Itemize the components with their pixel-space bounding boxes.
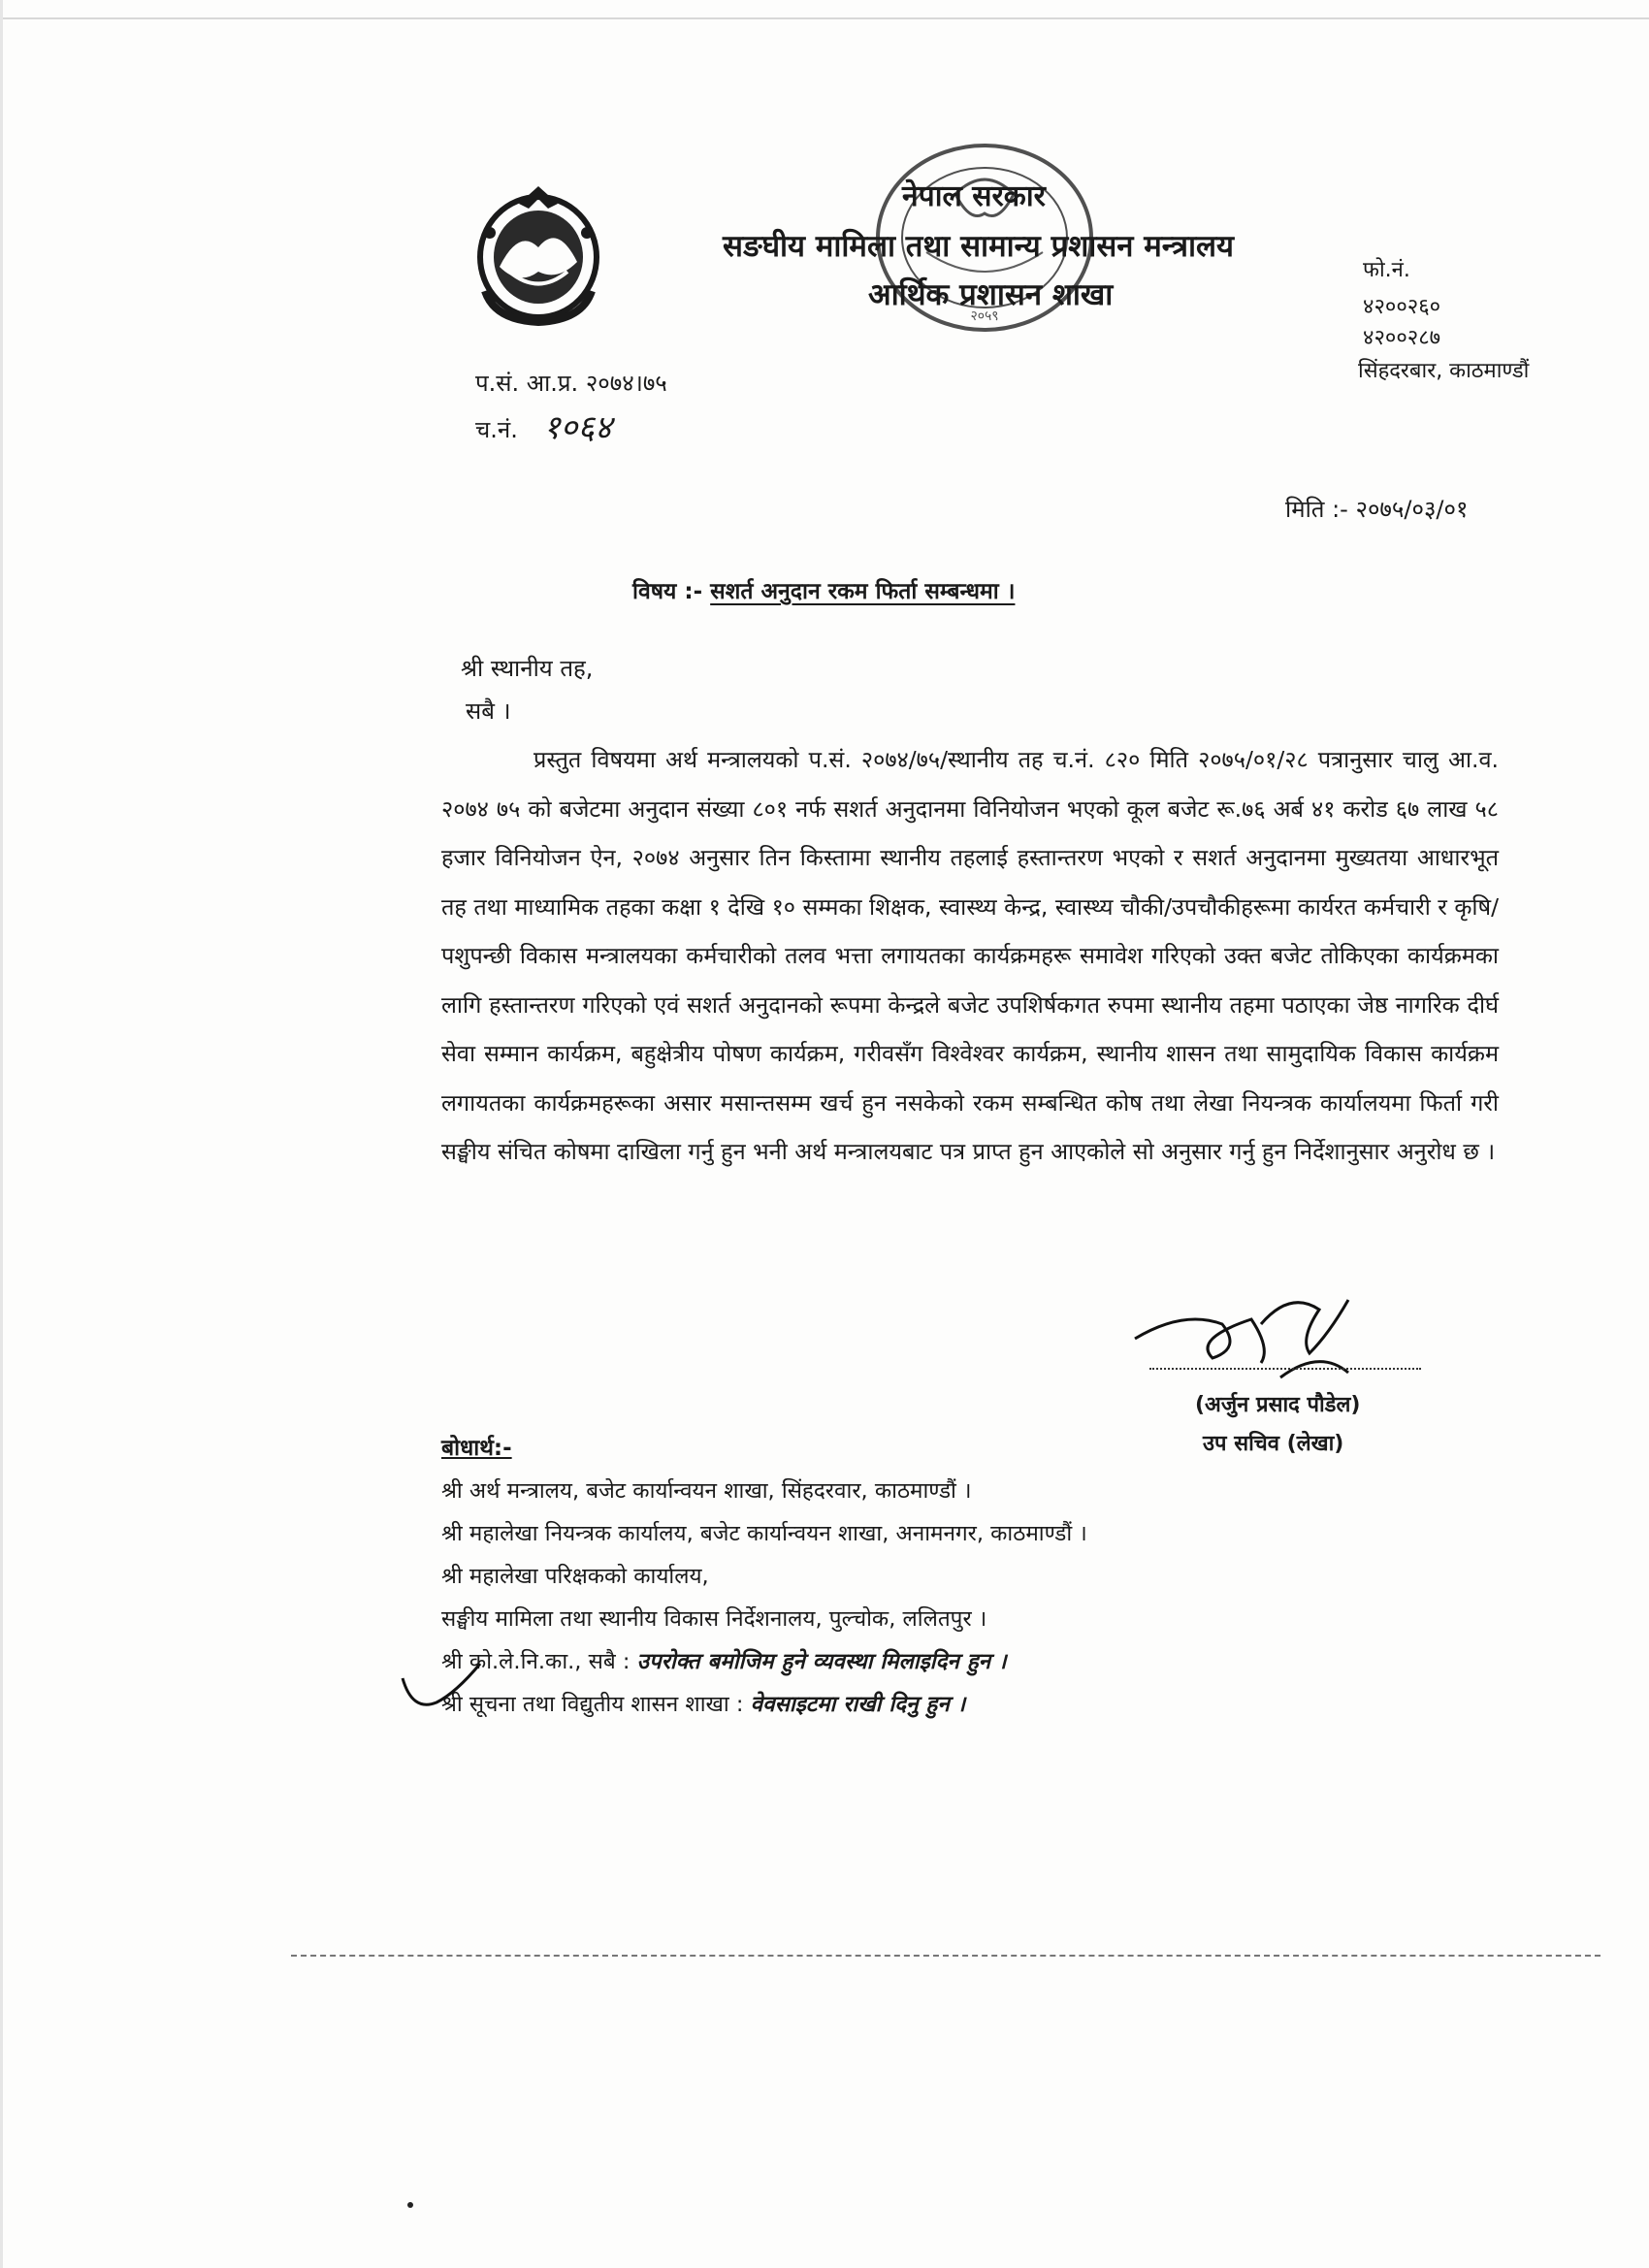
cc-item-text: श्री महालेखा नियन्त्रक कार्यालय, बजेट कार्यान्वयन शाखा, अनामनगर, काठमाण्डौं । (441, 1521, 1087, 1546)
cc-item (441, 1555, 1087, 1598)
phone-label: फो.नं. (1363, 258, 1410, 282)
signatory-designation: उप सचिव (लेखा) (1203, 1432, 1344, 1456)
body-paragraph: प्रस्तुत विषयमा अर्थ मन्त्रालयको प.सं. २०७४/७५/स्थानीय तह च.नं. ८२० मिति २०७५/०१/२८ पत्रानुसार चालु आ.व. २०७४ ७५ को बजेटमा अनुदान संख्या ८०१ नर्फ सशर्त अनुदानमा विनियोजन भएको कूल बजेट रू.७६ अर्ब ४१ करोड ६७ लाख ५८ हजार विनियोजन ऐन, २०७४ अनुसार तिन किस्तामा स्थानीय तहलाई हस्तान्तरण भएको र सशर्त अनुदानमा मुख्यतया आधारभूत तह तथा माध्यामिक तहका कक्षा १ देखि १० सम्मका शिक्षक, स्वास्थ्य केन्द्र, स्वास्थ्य चौकी/उपचौकीहरूमा कार्यरत कर्मचारी र कृषि/पशुपन्छी विकास मन्त्रालयका कर्मचारीको तलव भत्ता लगायतका कार्यक्रमहरू समावेश गरिएको उक्त बजेट तोकिएका कार्यक्रमका लागि हस्तान्तरण गरिएको एवं सशर्त अनुदानको रूपमा केन्द्रले बजेट उपशिर्षकगत रुपमा स्थानीय तहमा पठाएका जेष्ठ नागरिक दीर्घ सेवा सम्मान कार्यक्रम, बहुक्षेत्रीय पोषण कार्यक्रम, गरीवसँग विश्वेश्वर कार्यक्रम, स्थानीय शासन तथा सामुदायिक विकास कार्यक्रम लगायतका कार्यक्रमहरूका असार मसान्तसम्म खर्च हुन नसकेको रकम सम्बन्धित कोष तथा लेखा नियन्त्रक कार्यालयमा फिर्ता गरी सङ्घीय संचित कोषमा दाखिला गर्नु हुन भनी अर्थ मन्त्रालयबाट पत्र प्राप्त हुन आएकोले सो अनुसार गर्नु हुन निर्देशानुसार अनुरोध छ । (441, 746, 1499, 1165)
cc-heading: बोधार्थ:- (441, 1436, 512, 1461)
cc-item-text: सङ्घीय मामिला तथा स्थानीय विकास निर्देशनालय, पुल्चोक, ललितपुर । (441, 1606, 987, 1632)
cc-item (441, 1683, 1087, 1726)
cc-item (441, 1512, 1087, 1555)
scan-edge-left (0, 0, 3, 2268)
header-branch-name: आर्थिक प्रशासन शाखा (868, 277, 1114, 312)
phone-number-2: ४२००२८७ (1363, 326, 1441, 350)
handwritten-signature-icon (1125, 1280, 1377, 1387)
signatory-name: (अर्जुन प्रसाद पौडेल) (1195, 1393, 1361, 1417)
dispatch-number-handwritten: १०६४ (543, 408, 612, 447)
scan-edge-top (0, 17, 1649, 19)
cc-item-text: श्री महालेखा परिक्षकको कार्यालय, (441, 1564, 709, 1589)
subject-line (632, 574, 1015, 605)
bottom-dashed-rule (291, 1955, 1600, 1957)
cc-item (441, 1598, 1087, 1640)
nepal-emblem-icon (466, 175, 611, 330)
cc-item-note: वेवसाइटमा राखी दिनु हुन । (750, 1692, 966, 1717)
header-government-line: नेपाल सरकार (902, 179, 1046, 213)
cc-item (441, 1470, 1087, 1512)
letter-reference-number: प.सं. आ.प्र. २०७४।७५ (475, 370, 667, 397)
addressee-line-2: सबै । (466, 697, 511, 725)
address: सिंहदरबार, काठमाण्डौं (1358, 359, 1530, 383)
header-ministry-name: सङघीय मामिला तथा सामान्य प्रशासन मन्त्रालय (723, 229, 1235, 264)
signature-line (1149, 1368, 1421, 1370)
cc-item-note: उपरोक्त बमोजिम हुने व्यवस्था मिलाइदिन हुन । (636, 1649, 1007, 1674)
phone-number-1: ४२००२६० (1363, 295, 1441, 319)
cc-item-text: श्री सूचना तथा विद्युतीय शासन शाखा : (441, 1692, 751, 1717)
cc-item-text: श्री अर्थ मन्त्रालय, बजेट कार्यान्वयन शाखा, सिंहदरवार, काठमाण्डौं । (441, 1478, 972, 1504)
cc-list (441, 1470, 1087, 1726)
cc-item-text: श्री को.ले.नि.का., सबै : (441, 1649, 637, 1674)
letter-body (441, 735, 1499, 1177)
subject-label: विषय :- (632, 579, 703, 604)
cc-item (441, 1640, 1087, 1683)
letter-date: मिति :- २०७५/०३/०१ (1285, 496, 1469, 523)
stray-mark (407, 2202, 413, 2208)
handwritten-tick-icon (398, 1659, 485, 1717)
dispatch-label: च.नं. (475, 416, 518, 443)
svg-text:२०५९: २०५९ (970, 308, 999, 324)
subject-text: सशर्त अनुदान रकम फिर्ता सम्बन्धमा । (710, 579, 1016, 604)
addressee-line-1: श्री स्थानीय तह, (461, 655, 594, 682)
